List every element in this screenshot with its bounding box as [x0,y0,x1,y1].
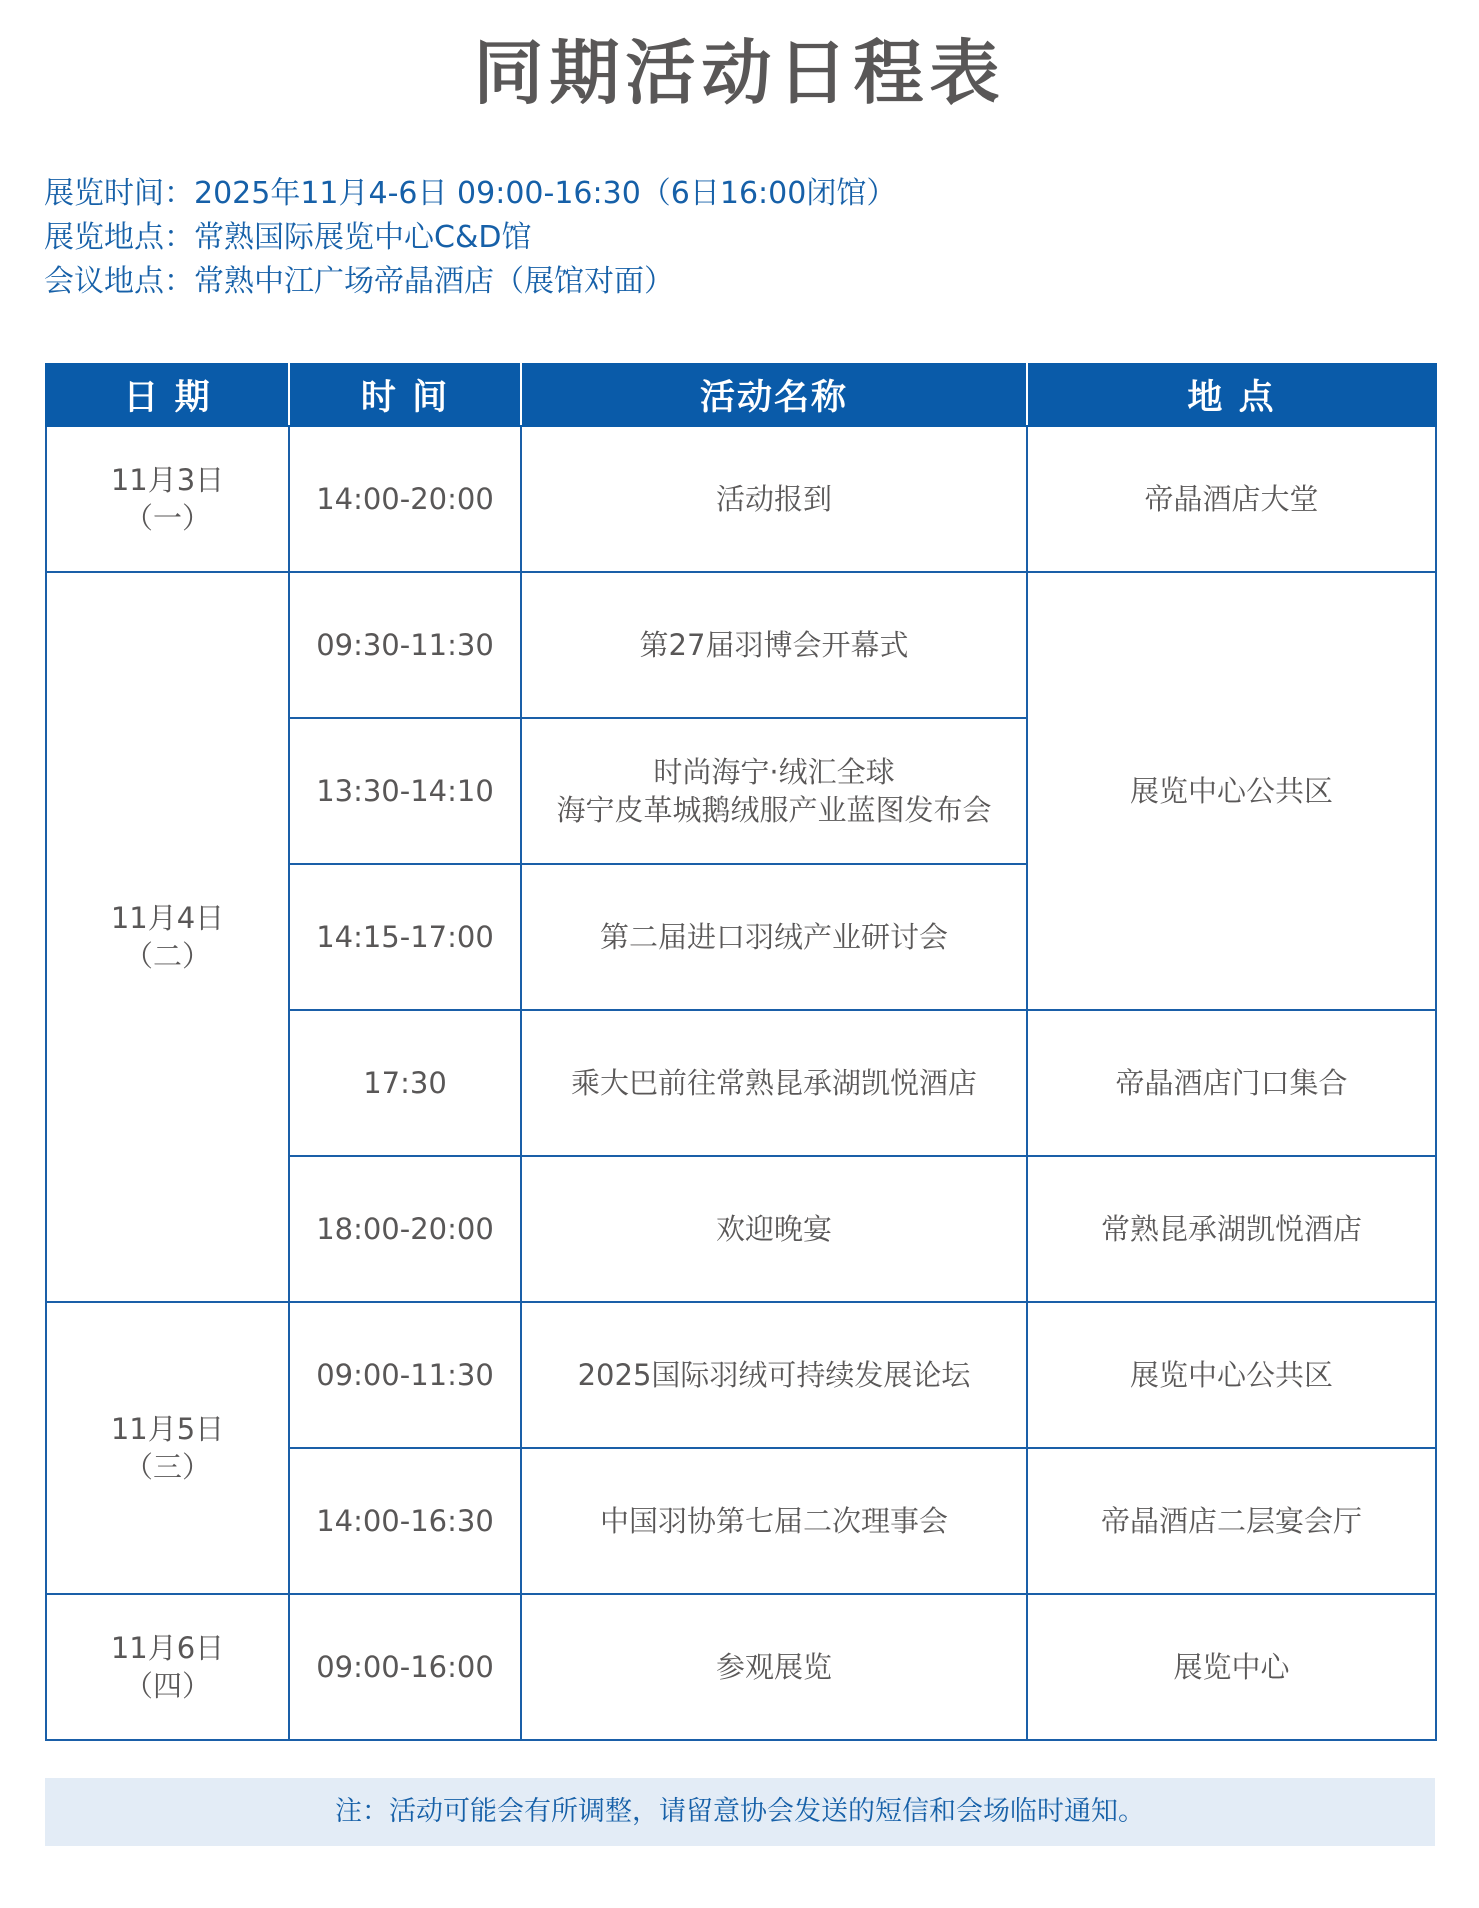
weekday-text: （三） [123,1450,211,1484]
table-row [46,572,1436,718]
activity-cell [521,718,1027,864]
activity-line: 海宁皮革城鹅绒服产业蓝图发布会 [556,793,992,827]
header-date: 日 期 [46,364,289,426]
header-location: 地 点 [1027,364,1436,426]
meeting-venue: 会议地点：常熟中江广场帝晶酒店（展馆对面） [44,264,674,299]
location-cell: 展览中心公共区 [1027,572,1436,1010]
location-cell: 常熟昆承湖凯悦酒店 [1027,1156,1436,1302]
date-cell [46,1302,289,1594]
weekday-text: （四） [123,1669,211,1703]
date-text: 11月4日 [110,901,225,935]
location-cell: 帝晶酒店大堂 [1027,426,1436,572]
activity-cell: 乘大巴前往常熟昆承湖凯悦酒店 [521,1010,1027,1156]
time-cell: 14:15-17:00 [289,864,521,1010]
time-cell: 09:00-11:30 [289,1302,521,1448]
time-cell: 18:00-20:00 [289,1156,521,1302]
time-cell: 14:00-16:30 [289,1448,521,1594]
weekday-text: （一） [123,501,211,535]
location-cell: 帝晶酒店门口集合 [1027,1010,1436,1156]
date-cell [46,1594,289,1740]
date-text: 11月5日 [110,1412,225,1446]
activity-cell: 中国羽协第七届二次理事会 [521,1448,1027,1594]
exhibition-info [44,172,896,304]
exhibition-time: 展览时间：2025年11月4-6日 09:00-16:30（6日16:00闭馆） [44,176,897,211]
date-cell [46,426,289,572]
activity-cell: 第27届羽博会开幕式 [521,572,1027,718]
date-text: 11月6日 [110,1631,225,1665]
time-cell: 17:30 [289,1010,521,1156]
table-header-row [46,364,1436,426]
date-cell [46,572,289,1302]
location-cell: 帝晶酒店二层宴会厅 [1027,1448,1436,1594]
weekday-text: （二） [123,939,211,973]
time-cell: 09:30-11:30 [289,572,521,718]
table-row [46,1302,1436,1448]
activity-cell: 参观展览 [521,1594,1027,1740]
page-title: 同期活动日程表 [473,31,1006,114]
activity-cell: 活动报到 [521,426,1027,572]
location-cell: 展览中心 [1027,1594,1436,1740]
table-row [46,1594,1436,1740]
location-cell: 展览中心公共区 [1027,1302,1436,1448]
activity-line: 时尚海宁·绒汇全球 [653,755,895,789]
footnote: 注：活动可能会有所调整，请留意协会发送的短信和会场临时通知。 [45,1778,1435,1846]
header-time: 时 间 [289,364,521,426]
schedule-table [45,363,1437,1741]
header-activity: 活动名称 [521,364,1027,426]
time-cell: 09:00-16:00 [289,1594,521,1740]
time-cell: 13:30-14:10 [289,718,521,864]
activity-cell: 第二届进口羽绒产业研讨会 [521,864,1027,1010]
table-row [46,426,1436,572]
date-text: 11月3日 [110,463,225,497]
time-cell: 14:00-20:00 [289,426,521,572]
exhibition-venue: 展览地点：常熟国际展览中心C&D馆 [44,220,532,255]
activity-cell: 2025国际羽绒可持续发展论坛 [521,1302,1027,1448]
activity-cell: 欢迎晚宴 [521,1156,1027,1302]
